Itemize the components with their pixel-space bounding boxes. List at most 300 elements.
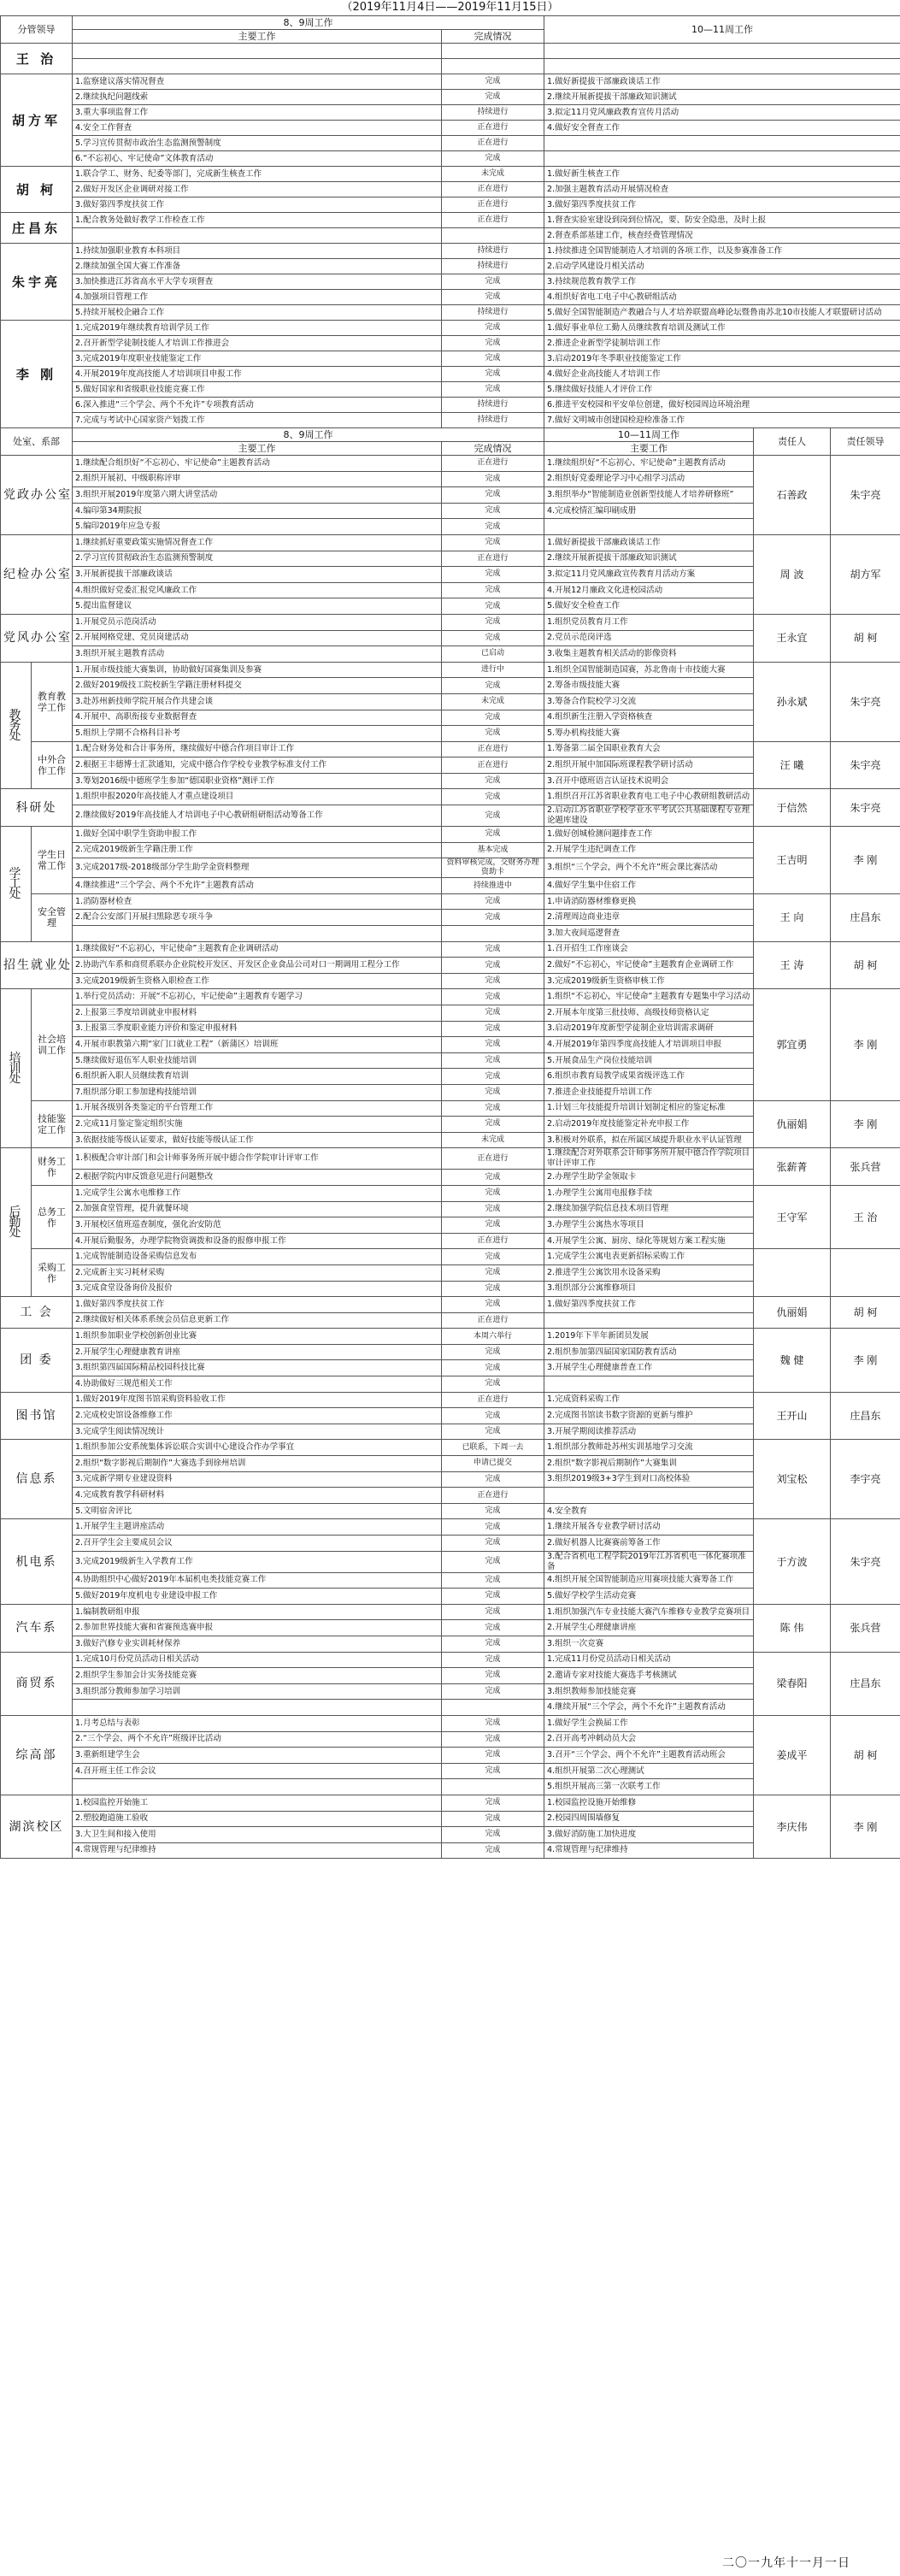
table-row xyxy=(1,321,900,336)
prev-work-item: 2.学习宣传贯彻政治生态监测预警制度 xyxy=(73,551,442,567)
prev-work-item xyxy=(73,44,442,59)
next-work-item: 1.组织召开江苏省职业教育电工电子中心教研组教研活动 xyxy=(544,789,754,805)
next-work-item: 3.组织教师参加技能竞赛 xyxy=(544,1683,754,1700)
status-cell: 完成 xyxy=(442,1360,544,1376)
prev-work-item: 3.上报第三季度职业能力评价和鉴定申报材料 xyxy=(73,1021,442,1037)
prev-work-item: 3.组织部分教师参加学习培训 xyxy=(73,1683,442,1700)
status-cell: 完成 xyxy=(442,1281,544,1297)
responsible-person: 王 涛 xyxy=(754,941,831,989)
table-row xyxy=(1,989,900,1005)
prev-work-item: 2.“三个学会、两个不允许”班级评比活动 xyxy=(73,1731,442,1748)
leader-header: 分管领导 xyxy=(1,16,73,44)
department-name: 学工处 xyxy=(1,827,32,942)
next-work-item: 3.拟定11月党风廉政教育宣传月活动 xyxy=(544,105,900,121)
next-work-item: 7.推进企业技能提升培训工作 xyxy=(544,1084,754,1100)
prev-work-item: 3.开展校区值班巡查制度，强化治安防范 xyxy=(73,1217,442,1234)
next-work-item: 3.收集主题教育相关活动的影像资料 xyxy=(544,646,754,663)
department-name: 商贸系 xyxy=(1,1652,73,1715)
status-cell: 完成 xyxy=(442,1297,544,1313)
table-row xyxy=(1,1604,900,1620)
next-work-item: 4.开展12月廉政文化进校园活动 xyxy=(544,582,754,598)
prev-work-item: 1.配合财务处和合计事务所，继续做好中德合作项目审计工作 xyxy=(73,741,442,757)
status-cell xyxy=(442,926,544,942)
prev-work-item: 1.月考总结与表彰 xyxy=(73,1715,442,1731)
next-work-item xyxy=(544,1376,754,1393)
responsible-leader: 胡 柯 xyxy=(831,1715,900,1795)
next-work-item: 1.做好事业单位工勤人员继续教育培训及测试工作 xyxy=(544,321,900,336)
status-cell: 完成 xyxy=(442,1185,544,1201)
status-cell: 完成 xyxy=(442,958,544,974)
prev-work-item: 4.开展2019年度高技能人才培训项目申报工作 xyxy=(73,367,442,382)
responsible-leader: 张兵营 xyxy=(831,1604,900,1652)
next-work-item: 2.办理学生助学金领取卡 xyxy=(544,1170,754,1186)
status-cell: 完成 xyxy=(442,630,544,646)
prev-work-item: 5.做好2019年度机电专业建设申报工作 xyxy=(73,1589,442,1605)
next-main-work-header: 主要工作 xyxy=(544,442,754,456)
status-cell: 完成 xyxy=(442,710,544,726)
status-cell: 完成 xyxy=(442,1652,544,1668)
table-row xyxy=(1,741,900,757)
prev-work-item: 2.组织开展初、中级职称评审 xyxy=(73,471,442,487)
status-cell: 正在进行 xyxy=(442,1312,544,1329)
prev-work-item: 3.依据技能等级认证要求，做好技能等级认证工作 xyxy=(73,1132,442,1148)
department-name: 纪检办公室 xyxy=(1,534,73,614)
table-row xyxy=(1,228,900,244)
prev-work-item: 4.协助组织中心做好2019年本届机电类技能竞赛工作 xyxy=(73,1572,442,1589)
next-work-item: 2.校园四周围墙修复 xyxy=(544,1811,754,1827)
next-work-item: 4.组织开展第二次心理测试 xyxy=(544,1763,754,1779)
sub-unit-name: 学生日常工作 xyxy=(32,827,73,894)
prev-work-item: 2.完成2019级新生学籍注册工作 xyxy=(73,842,442,858)
next-work-item: 1.完成11月份党员活动日相关活动 xyxy=(544,1652,754,1668)
responsible-person: 汪 曦 xyxy=(754,741,831,789)
next-work-item: 1.组织党员教育月工作 xyxy=(544,614,754,630)
prev-work-item: 6.深入推进“三个学会、两个不允许”专项教育活动 xyxy=(73,398,442,413)
prev-work-item: 1.继续做好“不忘初心，牢记使命”主题教育企业调研活动 xyxy=(73,941,442,958)
responsible-person: 王开山 xyxy=(754,1392,831,1440)
prev-work-item: 4.完成教育教学科研材料 xyxy=(73,1488,442,1504)
prev-work-item: 5.持续开展校企融合工作 xyxy=(73,305,442,321)
sub-unit-name: 总务工作 xyxy=(32,1185,73,1248)
next-work-item: 4.继续开展“三个学会，两个不允许”主题教育活动 xyxy=(544,1700,754,1716)
prev-work-item: 2.上报第三季度培训就业申报材料 xyxy=(73,1005,442,1022)
status-cell: 完成 xyxy=(442,367,544,382)
status-cell: 完成 xyxy=(442,1249,544,1265)
prev-work-item: 2.根据学院内审反馈意见进行问题整改 xyxy=(73,1170,442,1186)
status-cell: 完成 xyxy=(442,678,544,694)
status-cell: 完成 xyxy=(442,1376,544,1393)
responsible-person: 周 波 xyxy=(754,534,831,614)
status-cell: 正在进行 xyxy=(442,182,544,197)
prev-work-item: 2.协助汽车系和商贸系联办企业院校开发区、开发区企业食品公司对口一期调用工程分工作 xyxy=(73,958,442,974)
prev-work-item: 3.赴苏州新技师学院开展合作共建会谈 xyxy=(73,693,442,710)
next-weeks-header: 10—11周工作 xyxy=(544,16,900,44)
prev-work-item: 1.完成2019年继续教育培训学员工作 xyxy=(73,321,442,336)
next-work-item: 1.督查实验室建设到岗到位情况，要、防安全隐患，及时上报 xyxy=(544,213,900,228)
status-cell xyxy=(442,44,544,59)
department-name: 教务处 xyxy=(1,662,32,789)
next-work-item: 2.做好机器人比赛赛前筹备工作 xyxy=(544,1536,754,1552)
next-work-item: 1.筹备第二届全国职业教育大会 xyxy=(544,741,754,757)
header-row xyxy=(1,428,900,442)
prev-work-item: 1.开展党员示范岗活动 xyxy=(73,614,442,630)
responsible-leader xyxy=(831,1249,900,1297)
prev-work-item: 3.完成2019年度职业技能鉴定工作 xyxy=(73,351,442,367)
prev-work-item: 4.常规管理与纪律维持 xyxy=(73,1842,442,1859)
main-work-header: 主要工作 xyxy=(73,442,442,456)
status-cell: 完成 xyxy=(442,1052,544,1069)
status-cell: 未完成 xyxy=(442,167,544,182)
next-work-item: 4.做好企业高技能人才培训工作 xyxy=(544,367,900,382)
next-work-item: 3.完成2019级新生资格审核工作 xyxy=(544,973,754,989)
prev-work-item: 3.重大事项监督工作 xyxy=(73,105,442,121)
next-work-item: 3.持续规范教育教学工作 xyxy=(544,274,900,290)
responsible-person: 石善政 xyxy=(754,456,831,535)
department-name: 团 委 xyxy=(1,1329,73,1392)
prev-work-item: 1.编制教研组申报 xyxy=(73,1604,442,1620)
main-work-header: 主要工作 xyxy=(73,30,442,44)
status-cell: 完成 xyxy=(442,151,544,167)
next-work-item: 5.开展食品生产岗位技能培训 xyxy=(544,1052,754,1069)
next-weeks-header: 10—11周工作 xyxy=(544,428,754,442)
responsible-leader: 庄昌东 xyxy=(831,893,900,941)
status-cell: 正在进行 xyxy=(442,757,544,774)
prev-work-item: 1.消防器材检查 xyxy=(73,893,442,910)
responsible-leader: 李 刚 xyxy=(831,989,900,1100)
status-cell: 完成 xyxy=(442,1424,544,1440)
status-cell: 完成 xyxy=(442,1536,544,1552)
responsible-person xyxy=(754,1249,831,1297)
responsible-leader: 胡 柯 xyxy=(831,1297,900,1329)
next-work-item: 2.开展学生违纪调查工作 xyxy=(544,842,754,858)
next-work-item: 1.校园监控设施开始维修 xyxy=(544,1795,754,1811)
prev-work-item: 1.继续抓好重要政策实施情况督查工作 xyxy=(73,534,442,551)
next-work-item: 1.继续开展各专业教学研讨活动 xyxy=(544,1519,754,1536)
table-row xyxy=(1,1100,900,1117)
dept-header: 处室、系部 xyxy=(1,428,73,456)
table-row xyxy=(1,213,900,228)
prev-work-item: 6.组织新入职人员继续教育培训 xyxy=(73,1069,442,1085)
status-cell: 完成 xyxy=(442,567,544,583)
prev-work-item: 2.开展网格党建、党员岗建活动 xyxy=(73,630,442,646)
next-work-item: 3.做好消防施工加快进度 xyxy=(544,1827,754,1843)
status-cell: 持续进行 xyxy=(442,413,544,428)
responsible-person: 郭宜勇 xyxy=(754,989,831,1100)
leaders-table xyxy=(0,15,900,428)
next-work-item: 1.2019年下半年新团员发展 xyxy=(544,1329,754,1345)
status-cell: 完成 xyxy=(442,582,544,598)
status-cell: 正在进行 xyxy=(442,1488,544,1504)
responsible-person: 姜成平 xyxy=(754,1715,831,1795)
table-row xyxy=(1,167,900,182)
status-cell: 完成 xyxy=(442,1408,544,1424)
prev-work-item: 1.积极配合审计部门和会计师事务所开展中德合作学院审计评审工作 xyxy=(73,1148,442,1170)
prev-work-item: 1.开展各级别各类鉴定的平台管理工作 xyxy=(73,1100,442,1117)
prev-work-item: 3.大卫生间和接入使用 xyxy=(73,1827,442,1843)
prev-work-item: 1.开展学生主题讲座活动 xyxy=(73,1519,442,1536)
prev-work-item: 2.组织“数字影视后期制作”大赛选手到徐州培训 xyxy=(73,1456,442,1472)
table-row xyxy=(1,59,900,74)
next-work-item: 5.做好全国智能制造产教融合与人才培养联盟高峰论坛暨鲁南苏北10市技能人才联盟研讨活动 xyxy=(544,305,900,321)
status-cell: 正在进行 xyxy=(442,551,544,567)
next-work-item: 1.计划三年技能提升培训计划制定相应的鉴定标准 xyxy=(544,1100,754,1117)
next-work-item: 2.启动江苏省职业学校学业水平考试公共基础课程专业理论题库建设 xyxy=(544,805,754,827)
prev-work-item: 2.参加世界技能大赛和省赛预选赛申报 xyxy=(73,1620,442,1636)
next-work-item: 2.做好“不忘初心，牢记使命”主题教育企业调研工作 xyxy=(544,958,754,974)
status-cell: 持续进行 xyxy=(442,105,544,121)
responsible-leader: 王 治 xyxy=(831,1185,900,1248)
table-row xyxy=(1,290,900,305)
prev-work-item: 3.完成2019级新生入学教育工作 xyxy=(73,1551,442,1572)
status-cell: 完成 xyxy=(442,1589,544,1605)
department-name: 湖滨校区 xyxy=(1,1795,73,1858)
next-work-item: 3.组织2019级3+3学生到对口高校体验 xyxy=(544,1471,754,1488)
prev-work-item: 4.继续推进“三个学会、两个不允许”主题教育活动 xyxy=(73,878,442,894)
next-work-item: 1.做好新提拔干部廉政谈话工作 xyxy=(544,74,900,90)
prev-work-item: 1.校园监控开始施工 xyxy=(73,1795,442,1811)
responsible-leader: 庄昌东 xyxy=(831,1652,900,1715)
status-cell: 未完成 xyxy=(442,1132,544,1148)
status-cell: 完成 xyxy=(442,973,544,989)
prev-work-item: 3.加快推进江苏省高水平大学专项督查 xyxy=(73,274,442,290)
prev-weeks-header: 8、9周工作 xyxy=(73,428,544,442)
status-cell: 正在进行 xyxy=(442,1392,544,1408)
prev-work-item: 4.召开班主任工作会议 xyxy=(73,1763,442,1779)
status-cell: 正在进行 xyxy=(442,1233,544,1249)
status-cell: 持续进行 xyxy=(442,398,544,413)
next-work-item: 2.组织参加第四届国家国防教育活动 xyxy=(544,1344,754,1360)
next-work-item: 3.组织举办“智能制造业创新型技能人才培养研修班” xyxy=(544,487,754,504)
table-row xyxy=(1,1329,900,1345)
prev-work-item: 2.加强食堂管理，提升就餐环境 xyxy=(73,1201,442,1217)
prev-work-item xyxy=(73,1779,442,1795)
table-row xyxy=(1,74,900,90)
status-cell: 完成 xyxy=(442,1731,544,1748)
status-cell: 完成 xyxy=(442,1683,544,1700)
next-work-item: 4.开展学生公寓、厨房、绿化等规划方案工程实施 xyxy=(544,1233,754,1249)
next-work-item: 1.召开招生工作座谈会 xyxy=(544,941,754,958)
prev-work-item: 4.开展市职教第六期“家门口就业工程”（新蒲区）培训班 xyxy=(73,1037,442,1053)
prev-work-item: 3.完成食堂设备询价及报价 xyxy=(73,1281,442,1297)
responsible-person: 李庆伟 xyxy=(754,1795,831,1858)
responsible-person: 仇丽娟 xyxy=(754,1297,831,1329)
next-work-item: 1.申请消防器材维修更换 xyxy=(544,893,754,910)
prev-work-item: 3.筹划2016级中德班学生参加“德国职业资格”测评工作 xyxy=(73,773,442,789)
next-work-item: 3.组织“三个学会，两个不允许”班会课比赛活动 xyxy=(544,858,754,878)
responsible-leader: 朱宇亮 xyxy=(831,741,900,789)
status-cell: 完成 xyxy=(442,1503,544,1519)
table-row xyxy=(1,305,900,321)
status-cell: 完成 xyxy=(442,1715,544,1731)
department-name: 工 会 xyxy=(1,1297,73,1329)
table-row xyxy=(1,456,900,472)
status-cell: 完成 xyxy=(442,1100,544,1117)
prev-work-item: 1.联合学工、财务、纪委等部门，完成新生核查工作 xyxy=(73,167,442,182)
responsible-leader: 李 刚 xyxy=(831,1795,900,1858)
prev-work-item: 1.组织参加职业学校创新创业比赛 xyxy=(73,1329,442,1345)
status-cell: 完成 xyxy=(442,1668,544,1684)
header-row xyxy=(1,16,900,30)
responsible-leader: 朱宇亮 xyxy=(831,789,900,827)
leader-name: 朱宇亮 xyxy=(1,244,73,321)
next-work-item: 2.加强主题教育活动开展情况检查 xyxy=(544,182,900,197)
next-work-item: 5.筹办机构技能大赛 xyxy=(544,726,754,742)
prev-work-item xyxy=(73,1700,442,1716)
status-cell: 完成 xyxy=(442,1636,544,1652)
next-work-item: 1.完成学生公寓电表更新招标采购工作 xyxy=(544,1249,754,1265)
next-work-item: 3.筹备合作院校学习交流 xyxy=(544,693,754,710)
next-work-item: 2.组织好党委理论学习中心组学习活动 xyxy=(544,471,754,487)
leader-name: 李 刚 xyxy=(1,321,73,428)
prev-weeks-header: 8、9周工作 xyxy=(73,16,544,30)
next-work-item: 3.开展学生心理健康普查工作 xyxy=(544,1360,754,1376)
status-cell: 完成 xyxy=(442,290,544,305)
status-cell: 完成 xyxy=(442,336,544,351)
table-row xyxy=(1,398,900,413)
next-work-item: 2.开展本年度第三批技师、高级技师资格认定 xyxy=(544,1005,754,1022)
sub-unit-name: 中外合作工作 xyxy=(32,741,73,789)
status-cell: 完成 xyxy=(442,941,544,958)
departments-table xyxy=(0,427,900,1859)
responsible-person: 陈 伟 xyxy=(754,1604,831,1652)
next-work-item: 2.继续开展新提拔干部廉政知识测试 xyxy=(544,90,900,105)
next-work-item: 1.做好新生核查工作 xyxy=(544,167,900,182)
prev-work-item: 2.继续做好2019年高技能人才培训电子中心教研组研组活动筹备工作 xyxy=(73,805,442,827)
next-work-item: 1.继续配合对外联系会计师事务所开展中德合作学院项目审计评审工作 xyxy=(544,1148,754,1170)
status-cell: 完成 xyxy=(442,90,544,105)
table-row xyxy=(1,1249,900,1265)
status-cell: 本周六举行 xyxy=(442,1329,544,1345)
next-work-item: 4.组织好省电工电子中心教研组活动 xyxy=(544,290,900,305)
leader-name: 胡 柯 xyxy=(1,167,73,213)
status-cell: 完成 xyxy=(442,1842,544,1859)
department-name: 招生就业处 xyxy=(1,941,73,989)
next-work-item: 3.办理学生公寓热水等项目 xyxy=(544,1217,754,1234)
prev-work-item: 1.完成学生公寓水电维修工作 xyxy=(73,1185,442,1201)
status-cell: 正在进行 xyxy=(442,121,544,136)
status-cell: 完成 xyxy=(442,989,544,1005)
responsible-person: 孙永斌 xyxy=(754,662,831,741)
prev-work-item: 1.配合教务处做好教学工作检查工作 xyxy=(73,213,442,228)
status-header: 完成情况 xyxy=(442,442,544,456)
table-row xyxy=(1,351,900,367)
department-name: 党风办公室 xyxy=(1,614,73,662)
next-work-item: 1.做好创城检测问题排查工作 xyxy=(544,827,754,843)
status-cell: 完成 xyxy=(442,598,544,615)
status-cell: 完成 xyxy=(442,1117,544,1133)
prev-work-item: 3.开展新提拔干部廉政谈话 xyxy=(73,567,442,583)
status-cell: 完成 xyxy=(442,773,544,789)
prev-work-item: 1.完成智能制造设备采购信息发布 xyxy=(73,1249,442,1265)
prev-work-item: 1.做好2019年度图书馆采购资料验收工作 xyxy=(73,1392,442,1408)
responsible-leader: 张兵营 xyxy=(831,1148,900,1186)
prev-work-item: 1.做好第四季度扶贫工作 xyxy=(73,1297,442,1313)
status-cell: 持续进行 xyxy=(442,259,544,274)
sub-unit-name: 技能鉴定工作 xyxy=(32,1100,73,1148)
table-row xyxy=(1,827,900,843)
table-row xyxy=(1,1652,900,1668)
prev-work-item: 2.完成校史馆设备维修工作 xyxy=(73,1408,442,1424)
table-row xyxy=(1,182,900,197)
prev-work-item: 4.组织做好党委汇报党风廉政工作 xyxy=(73,582,442,598)
prev-work-item: 4.协助做好三规范相关工作 xyxy=(73,1376,442,1393)
table-row xyxy=(1,413,900,428)
table-row xyxy=(1,136,900,151)
next-work-item: 7.做好文明城市创建国检迎检准备工作 xyxy=(544,413,900,428)
status-cell: 进行中 xyxy=(442,662,544,678)
prev-work-item: 2.做好2019级技工院校新生学籍注册材料提交 xyxy=(73,678,442,694)
table-row xyxy=(1,1297,900,1313)
next-work-item: 5.组织开展高三第一次联考工作 xyxy=(544,1779,754,1795)
prev-work-item: 1.组织参加公安系统集体诉讼联合实训中心建设合作办学事宜 xyxy=(73,1440,442,1456)
next-work-item xyxy=(544,136,900,151)
status-cell: 完成 xyxy=(442,1264,544,1281)
next-work-item: 1.组织部分教师赴苏州实训基地学习交流 xyxy=(544,1440,754,1456)
next-work-item: 4.完成校情汇编印刷成册 xyxy=(544,503,754,519)
leader-name: 王 治 xyxy=(1,44,73,74)
department-name: 党政办公室 xyxy=(1,456,73,535)
responsible-leader: 李 刚 xyxy=(831,1329,900,1392)
sub-unit-name: 采购工作 xyxy=(32,1249,73,1297)
next-work-item: 2.筹备市级技能大赛 xyxy=(544,678,754,694)
prev-work-item: 1.监察建议落实情况督查 xyxy=(73,74,442,90)
status-cell: 正在进行 xyxy=(442,456,544,472)
status-cell: 资料审核完成，交财务办理资助卡 xyxy=(442,858,544,878)
prev-work-item: 2.做好开发区企业调研对接工作 xyxy=(73,182,442,197)
status-cell: 完成 xyxy=(442,1620,544,1636)
prev-work-item: 3.完成新学期专业建设资料 xyxy=(73,1471,442,1488)
status-cell: 完成 xyxy=(442,382,544,398)
responsible-person: 刘宝松 xyxy=(754,1440,831,1519)
prev-work-item: 4.安全工作督查 xyxy=(73,121,442,136)
prev-work-item: 5.组织上学期不合格科目补考 xyxy=(73,726,442,742)
next-work-item: 4.常规管理与纪律维持 xyxy=(544,1842,754,1859)
next-work-item: 2.开展学生心理健康讲座 xyxy=(544,1620,754,1636)
next-work-item: 2.继续开展新提拔干部廉政知识测试 xyxy=(544,551,754,567)
status-cell xyxy=(442,59,544,74)
prev-work-item: 3.完成2017级-2018级部分学生助学金资料整理 xyxy=(73,858,442,878)
next-work-item: 2.党员示范岗评选 xyxy=(544,630,754,646)
status-cell: 完成 xyxy=(442,1471,544,1488)
status-cell: 完成 xyxy=(442,1170,544,1186)
status-cell: 完成 xyxy=(442,519,544,535)
status-cell: 完成 xyxy=(442,274,544,290)
table-row xyxy=(1,1185,900,1201)
prev-work-item xyxy=(73,59,442,74)
status-cell: 完成 xyxy=(442,487,544,504)
status-cell: 持续推进中 xyxy=(442,878,544,894)
status-cell xyxy=(442,1700,544,1716)
responsible-header: 责任人 xyxy=(754,428,831,456)
table-row xyxy=(1,1795,900,1811)
status-cell: 完成 xyxy=(442,503,544,519)
status-cell: 已启动 xyxy=(442,646,544,663)
next-work-item: 4.做好安全督查工作 xyxy=(544,121,900,136)
table-row xyxy=(1,90,900,105)
next-work-item: 2.启动学风建设月相关活动 xyxy=(544,259,900,274)
prev-work-item: 2.根据王丰德博士汇款通知，完成中德合作学校专业教学标准支付工作 xyxy=(73,757,442,774)
status-cell: 完成 xyxy=(442,1551,544,1572)
status-cell: 完成 xyxy=(442,1021,544,1037)
responsible-person: 于方波 xyxy=(754,1519,831,1604)
prev-work-item: 1.组织申报2020年高技能人才重点建设项目 xyxy=(73,789,442,805)
table-row xyxy=(1,259,900,274)
next-work-item: 4.安全教育 xyxy=(544,1503,754,1519)
next-work-item: 2.完成图书馆读书数字资源的更新与维护 xyxy=(544,1408,754,1424)
prev-work-item: 2.召开学生会主要成员会议 xyxy=(73,1536,442,1552)
table-row xyxy=(1,151,900,167)
prev-work-item: 4.编印第34期院报 xyxy=(73,503,442,519)
